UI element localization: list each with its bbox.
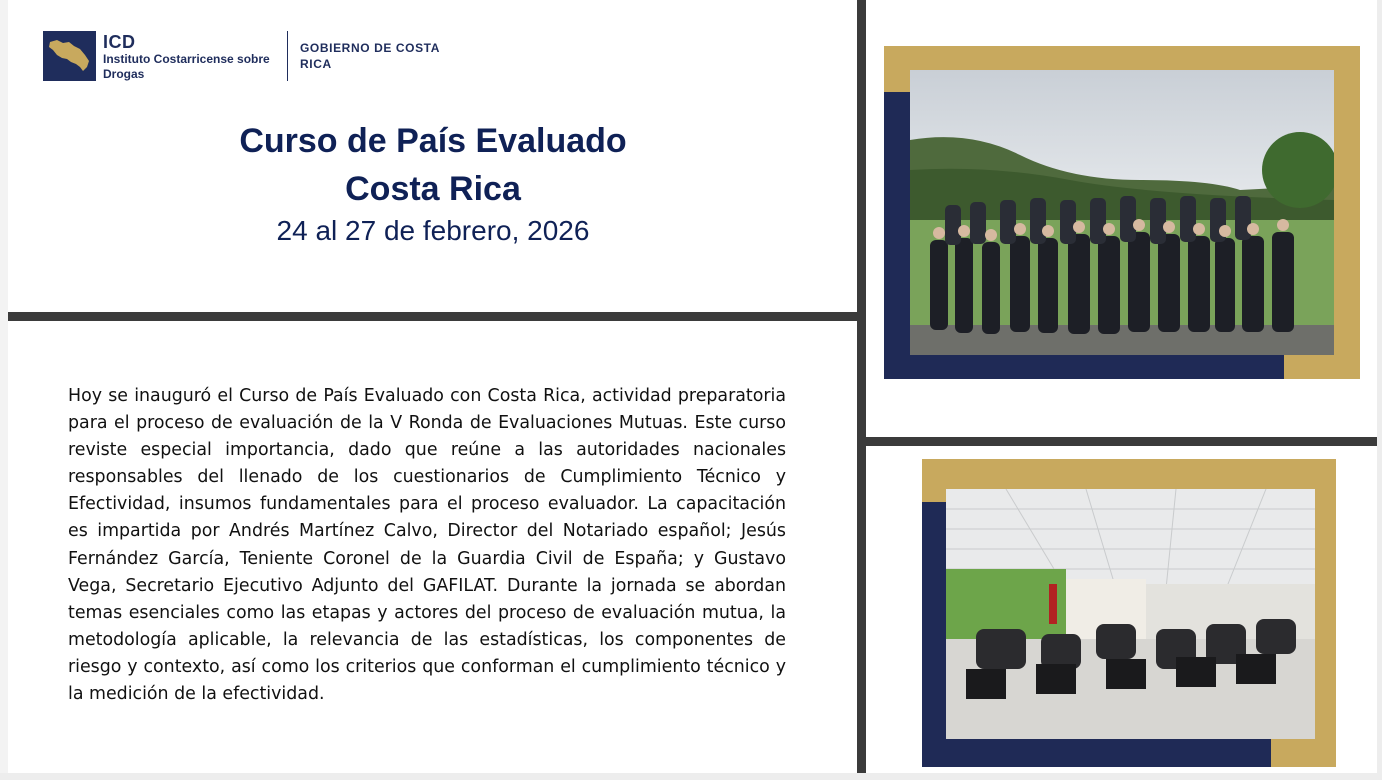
event-country: Costa Rica — [345, 170, 521, 208]
right-horizontal-divider — [866, 437, 1382, 446]
event-title: Curso de País Evaluado — [239, 122, 627, 160]
bottom-border — [0, 773, 1382, 780]
group-photo — [910, 70, 1334, 355]
costa-rica-map-icon — [47, 37, 93, 75]
right-border — [1377, 0, 1382, 780]
logo-abbreviation: ICD — [103, 32, 136, 52]
government-label: GOBIERNO DE COSTA RICA — [300, 41, 440, 71]
icd-logo — [43, 31, 96, 81]
logo-separator — [287, 31, 288, 81]
classroom-photo — [946, 489, 1315, 739]
left-horizontal-divider — [8, 312, 857, 321]
center-divider — [857, 0, 866, 780]
news-paragraph: Hoy se inauguró el Curso de País Evaluado con Costa Rica, actividad preparatoria para el proceso de evaluación de la V Ronda de Evaluaciones Mutuas. Este curso reviste especial importancia, dado que reúne a las autoridades nacionales responsables del llenado de los cuestionarios de Cumplimiento Técnico y Efectividad, insumos fundamentales para el proceso evaluador. La capacitación es impartida por Andrés Martínez Calvo, Director del Notariado español; Jesús Fernández García, Teniente Coronel de la Guardia Civil de España; y Gustavo Vega, Secretario Ejecutivo Adjunto del GAFILAT. Durante la jornada se abordan temas esenciales como las etapas y actores del proceso de evaluación mutua, la metodología aplicable, la relevancia de las estadísticas, los componentes de riesgo y contexto, así como los criterios que conforman el cumplimiento técnico y la medición de la efectividad. — [68, 386, 786, 705]
left-divider — [0, 0, 8, 780]
event-dates: 24 al 27 de febrero, 2026 — [276, 215, 590, 246]
logo-institution-name: Instituto Costarricense sobre Drogas — [103, 52, 270, 81]
